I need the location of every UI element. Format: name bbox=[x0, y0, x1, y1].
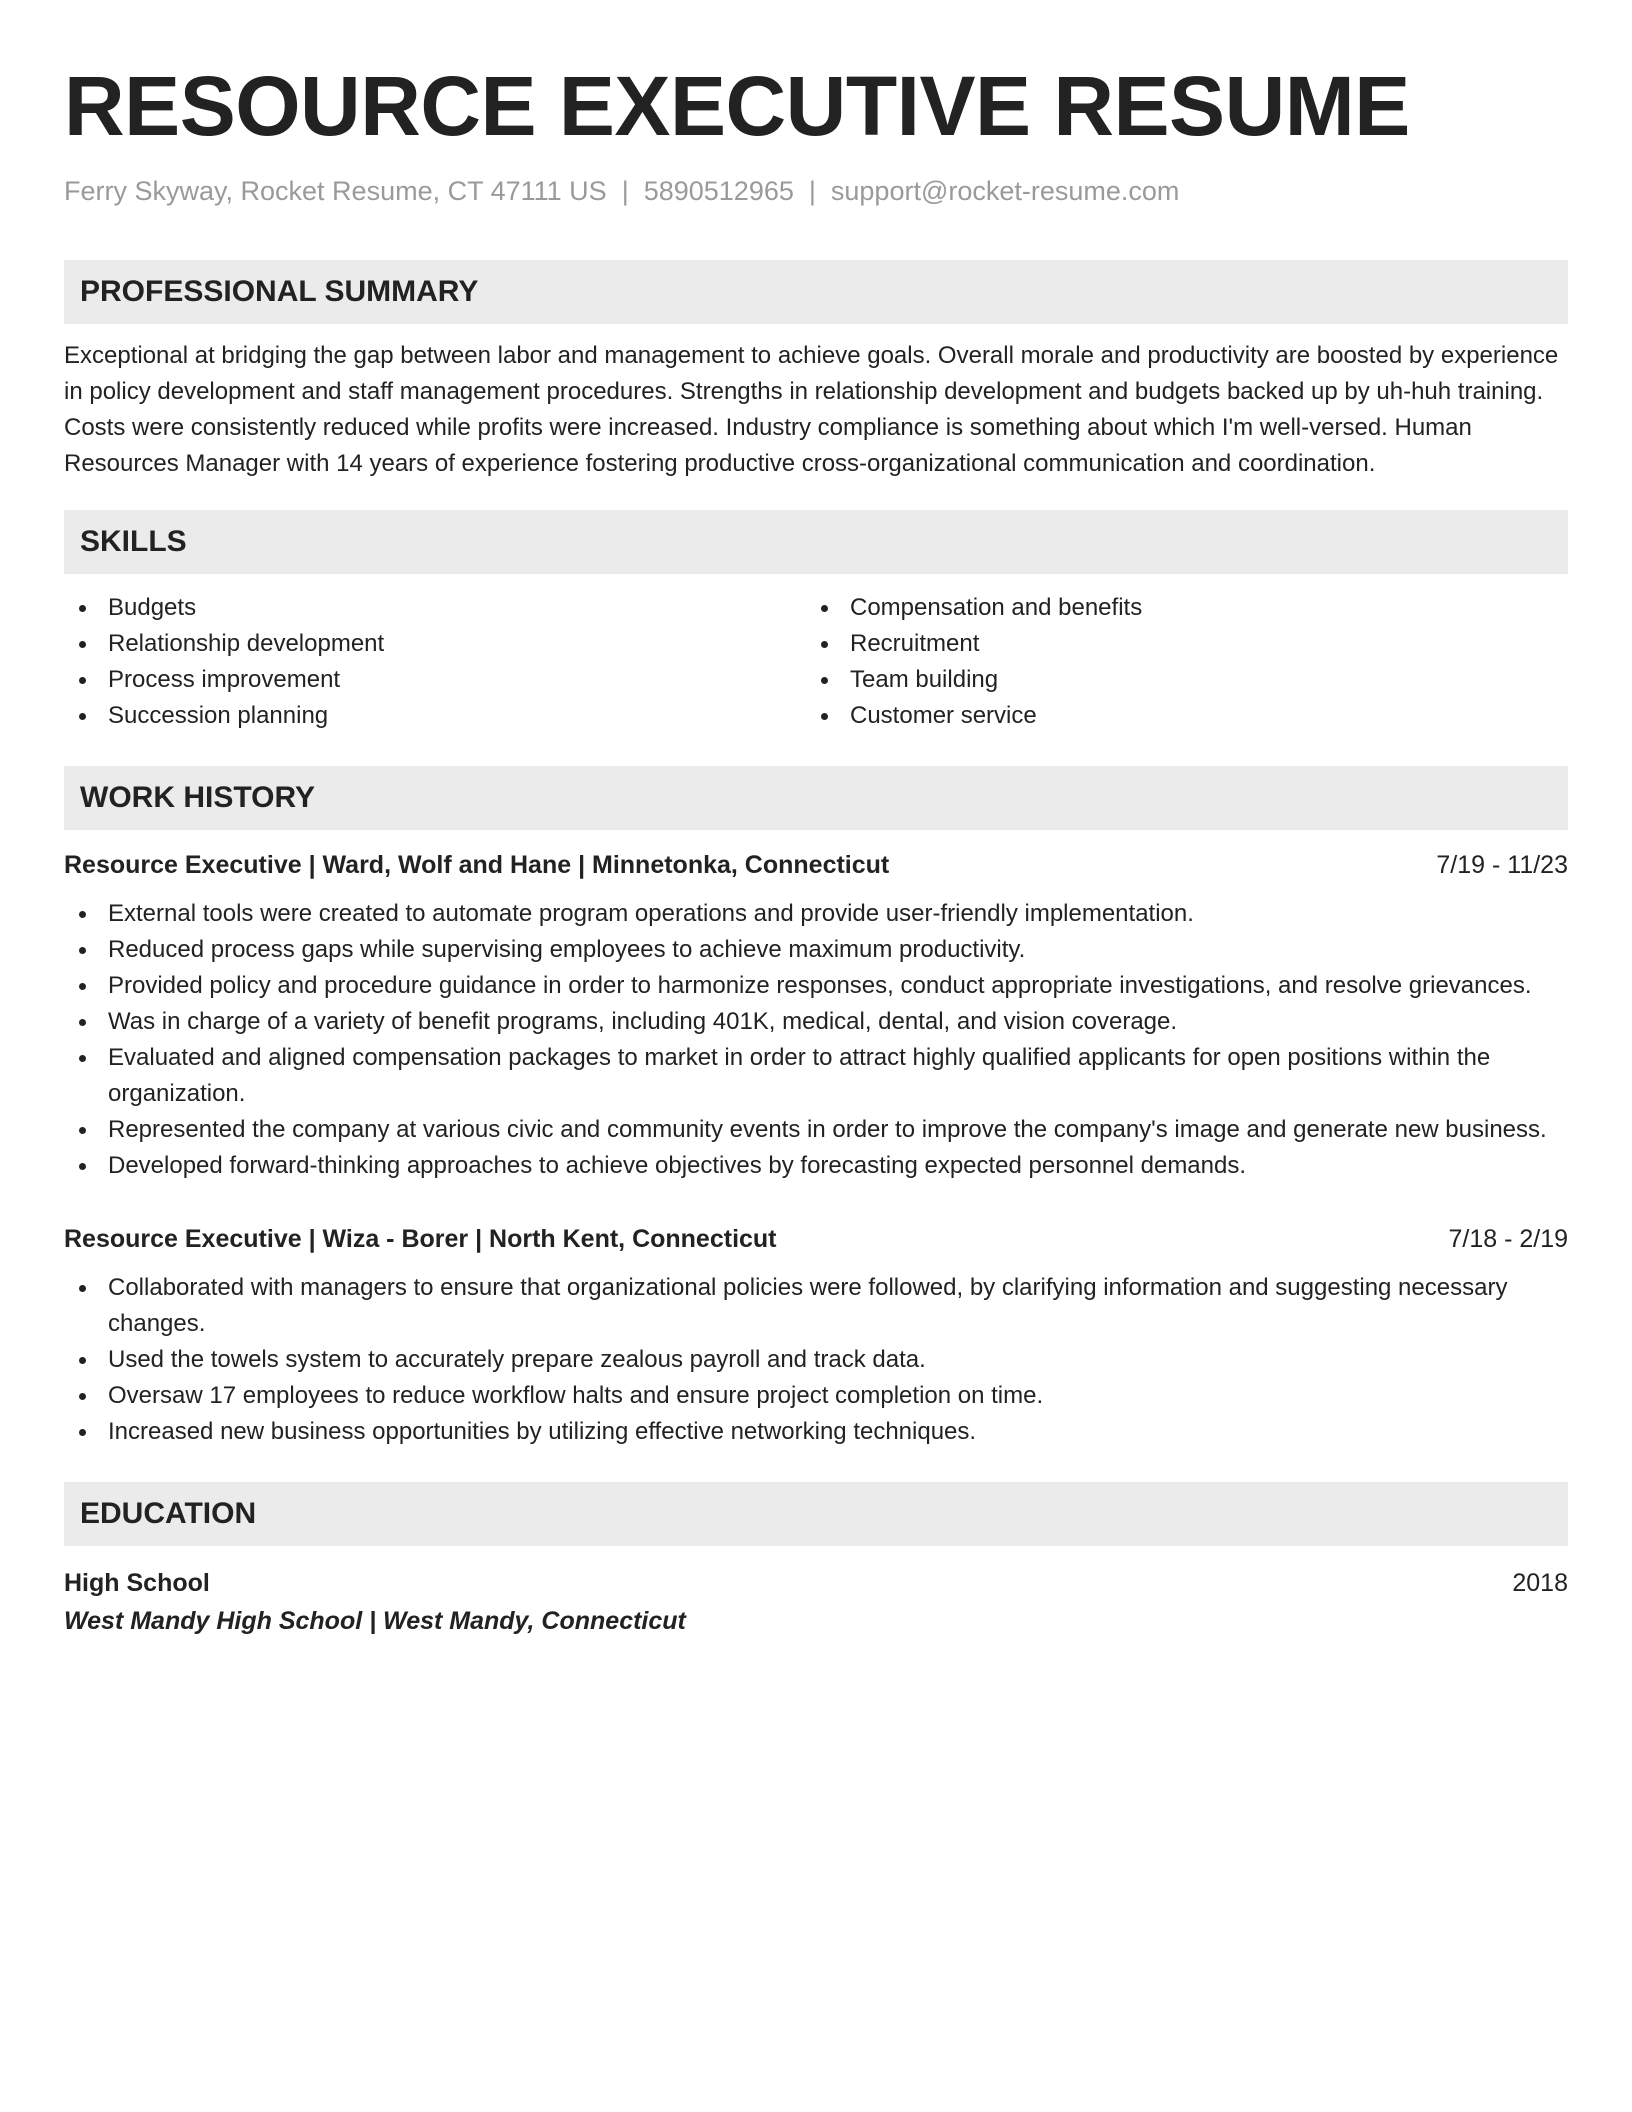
duty-text: Evaluated and aligned compensation packages to market in order to attract highly qualified applicants for open positions within the organization. bbox=[108, 1044, 1491, 1107]
duty-item bbox=[64, 1004, 1568, 1040]
job-duties-list bbox=[64, 896, 1568, 1184]
duty-item bbox=[64, 1342, 1568, 1378]
skill-label: Customer service bbox=[850, 702, 1037, 729]
duty-item bbox=[64, 932, 1568, 968]
section-header-work-history: WORK HISTORY bbox=[64, 766, 1568, 830]
duty-text: Used the towels system to accurately prepare zealous payroll and track data. bbox=[108, 1346, 926, 1373]
duty-item bbox=[64, 1270, 1568, 1342]
skill-label: Team building bbox=[850, 666, 999, 693]
job-dates: 7/19 - 11/23 bbox=[1436, 851, 1568, 879]
duty-text: Represented the company at various civic and community events in order to improve the company's image and generate new business. bbox=[108, 1116, 1547, 1143]
skill-item bbox=[806, 662, 1548, 698]
skill-item bbox=[806, 626, 1548, 662]
skill-item bbox=[806, 590, 1548, 626]
bullet-icon bbox=[79, 605, 86, 612]
job-duties-list bbox=[64, 1270, 1568, 1450]
summary-text: Exceptional at bridging the gap between labor and management to achieve goals. Overall morale and productivity are boosted by experience in policy development and staff management procedures. Strengths in relationship development and budgets backed up by uh-huh training. Costs were consistently reduced while profits were increased. Industry compliance is something about which I'm well-versed. Human Resources Manager with 14 years of experience fostering productive cross-organizational communication and coordination. bbox=[64, 342, 1559, 477]
section-header-skills: SKILLS bbox=[64, 510, 1568, 574]
duty-item bbox=[64, 1112, 1568, 1148]
duty-item bbox=[64, 968, 1568, 1004]
job-entry bbox=[64, 1222, 1568, 1450]
duty-item bbox=[64, 1040, 1568, 1112]
skill-item bbox=[64, 626, 806, 662]
bullet-icon bbox=[79, 641, 86, 648]
skill-label: Recruitment bbox=[850, 630, 980, 657]
education-header bbox=[64, 1564, 1568, 1602]
job-header bbox=[64, 1222, 1568, 1256]
skill-label: Succession planning bbox=[108, 702, 329, 729]
duty-text: External tools were created to automate program operations and provide user-friendly implementation. bbox=[108, 900, 1194, 927]
contact-separator: | bbox=[621, 176, 629, 206]
duty-text: Oversaw 17 employees to reduce workflow halts and ensure project completion on time. bbox=[108, 1382, 1044, 1409]
bullet-icon bbox=[79, 1163, 86, 1170]
duty-text: Increased new business opportunities by utilizing effective networking techniques. bbox=[108, 1418, 977, 1445]
skill-label: Compensation and benefits bbox=[850, 594, 1143, 621]
contact-line bbox=[64, 174, 1568, 208]
bullet-icon bbox=[821, 641, 828, 648]
job-entry bbox=[64, 848, 1568, 1184]
skills-column-right bbox=[806, 590, 1548, 734]
bullet-icon bbox=[79, 1357, 86, 1364]
contact-address: Ferry Skyway, Rocket Resume, CT 47111 US bbox=[64, 176, 607, 206]
bullet-icon bbox=[79, 911, 86, 918]
section-header-summary: PROFESSIONAL SUMMARY bbox=[64, 260, 1568, 324]
bullet-icon bbox=[79, 1429, 86, 1436]
duty-text: Provided policy and procedure guidance in order to harmonize responses, conduct appropriate investigations, and resolve grievances. bbox=[108, 972, 1532, 999]
education-school: West Mandy High School | West Mandy, Connecticut bbox=[64, 1607, 686, 1635]
bullet-icon bbox=[821, 677, 828, 684]
job-header bbox=[64, 848, 1568, 882]
job-dates: 7/18 - 2/19 bbox=[1448, 1225, 1568, 1253]
duty-text: Was in charge of a variety of benefit programs, including 401K, medical, dental, and vision coverage. bbox=[108, 1008, 1178, 1035]
job-title: Resource Executive | Wiza - Borer | North Kent, Connecticut bbox=[64, 1225, 777, 1253]
bullet-icon bbox=[79, 983, 86, 990]
skill-item bbox=[64, 662, 806, 698]
duty-text: Reduced process gaps while supervising employees to achieve maximum productivity. bbox=[108, 936, 1026, 963]
bullet-icon bbox=[79, 947, 86, 954]
bullet-icon bbox=[821, 605, 828, 612]
job-title: Resource Executive | Ward, Wolf and Hane | Minnetonka, Connecticut bbox=[64, 851, 890, 879]
contact-email: support@rocket-resume.com bbox=[830, 176, 1180, 206]
contact-phone: 5890512965 bbox=[643, 176, 794, 206]
contact-separator: | bbox=[808, 176, 816, 206]
resume-title: RESOURCE EXECUTIVE RESUME bbox=[64, 59, 1410, 153]
skill-label: Process improvement bbox=[108, 666, 341, 693]
bullet-icon bbox=[79, 1127, 86, 1134]
skill-item bbox=[64, 590, 806, 626]
bullet-icon bbox=[821, 713, 828, 720]
duty-text: Developed forward-thinking approaches to achieve objectives by forecasting expected personnel demands. bbox=[108, 1152, 1247, 1179]
duty-item bbox=[64, 1378, 1568, 1414]
section-header-education: EDUCATION bbox=[64, 1482, 1568, 1546]
duty-item bbox=[64, 1148, 1568, 1184]
duty-text: Collaborated with managers to ensure that organizational policies were followed, by clarifying information and suggesting necessary changes. bbox=[108, 1274, 1508, 1337]
skill-label: Relationship development bbox=[108, 630, 385, 657]
skills-grid bbox=[64, 590, 1568, 734]
bullet-icon bbox=[79, 1285, 86, 1292]
education-entry bbox=[64, 1564, 1568, 1640]
bullet-icon bbox=[79, 713, 86, 720]
duty-item bbox=[64, 896, 1568, 932]
skill-item bbox=[806, 698, 1548, 734]
bullet-icon bbox=[79, 1393, 86, 1400]
skill-item bbox=[64, 698, 806, 734]
education-year: 2018 bbox=[1512, 1569, 1568, 1597]
skill-label: Budgets bbox=[108, 594, 197, 621]
bullet-icon bbox=[79, 1019, 86, 1026]
bullet-icon bbox=[79, 1055, 86, 1062]
duty-item bbox=[64, 1414, 1568, 1450]
skills-column-left bbox=[64, 590, 806, 734]
resume-page bbox=[64, 58, 1568, 1640]
education-degree: High School bbox=[64, 1569, 210, 1597]
bullet-icon bbox=[79, 677, 86, 684]
